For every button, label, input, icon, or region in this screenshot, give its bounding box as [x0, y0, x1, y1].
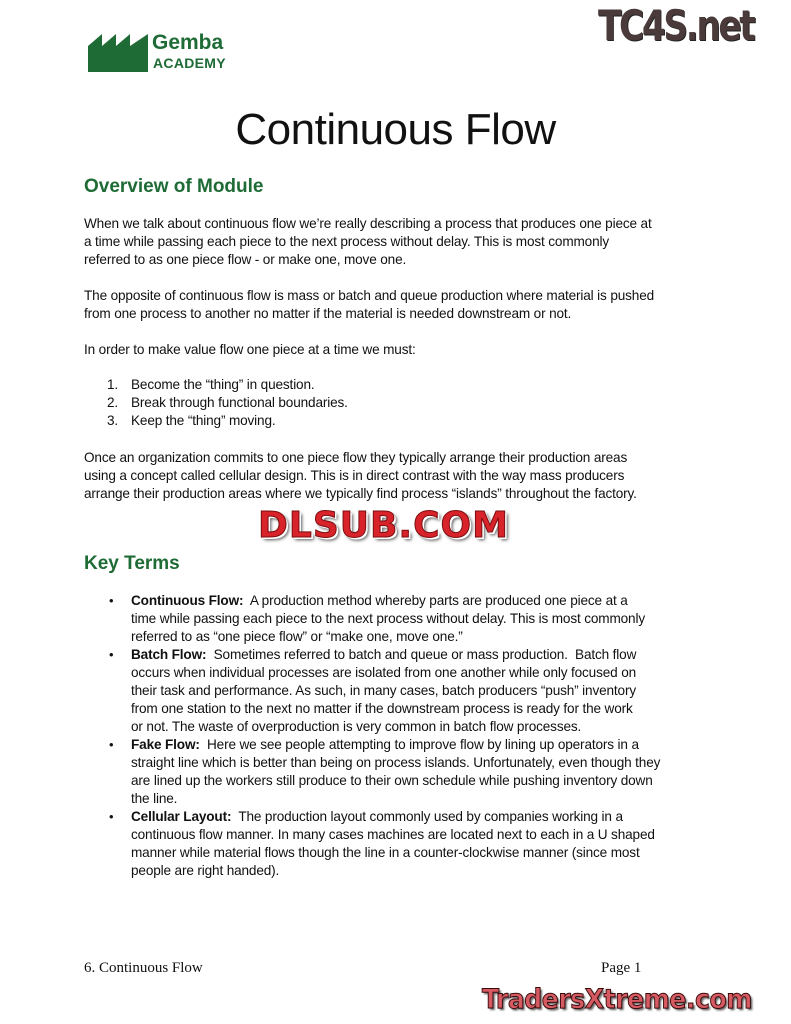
logo-line1: Gemba — [152, 31, 224, 54]
factory-icon — [88, 32, 148, 72]
key-term-line: or not. The waste of overproduction is very common in batch flow processes. — [131, 719, 582, 734]
key-term-line: manner while material flows though the line in a counter-clockwise manner (since most — [131, 845, 640, 860]
paragraph-line: arrange their production areas where we typically find process “islands” throughout the factory. — [84, 486, 637, 501]
key-terms-heading: Key Terms — [84, 553, 180, 574]
watermark-dlsub: DLSUB.COM — [258, 505, 509, 546]
footer-section-title: 6. Continuous Flow — [84, 960, 203, 976]
page-title: Continuous Flow — [235, 105, 556, 154]
key-term-definition: Sometimes referred to batch and queue or mass production. Batch flow — [206, 647, 637, 662]
list-item: Break through functional boundaries. — [131, 395, 348, 410]
key-term-definition: Here we see people attempting to improve flow by lining up operators in a — [199, 737, 639, 752]
key-term-line — [131, 808, 623, 826]
paragraph-line: from one process to another no matter if the material is needed downstream or not. — [84, 306, 572, 321]
gemba-academy-logo — [88, 32, 253, 72]
bullet-icon: • — [109, 647, 114, 662]
key-term-line: time while passing each piece to the next process without delay. This is most commonly — [131, 611, 645, 626]
footer-page-number: Page 1 — [601, 960, 642, 976]
paragraph-line: When we talk about continuous flow we’re really describing a process that produces one piece at — [84, 216, 652, 231]
watermark-tc4s: TC4S.net — [598, 1, 754, 50]
key-term-line: continuous flow manner. In many cases machines are located next to each in a U shaped — [131, 827, 655, 842]
key-term: Cellular Layout: — [131, 809, 232, 824]
bullet-icon: • — [109, 593, 114, 608]
overview-heading: Overview of Module — [84, 176, 264, 197]
key-term-definition: The production layout commonly used by companies working in a — [231, 809, 623, 824]
list-item: Become the “thing” in question. — [131, 377, 315, 392]
key-term-definition: A production method whereby parts are produced one piece at a — [243, 593, 628, 608]
key-term: Batch Flow: — [131, 647, 207, 662]
key-term-line — [131, 592, 628, 610]
key-term: Continuous Flow: — [131, 593, 244, 608]
key-term-line — [131, 646, 636, 664]
list-number: 3. — [107, 413, 119, 428]
key-term-line: the line. — [131, 791, 178, 806]
paragraph-line: using a concept called cellular design. This is in direct contrast with the way mass producers — [84, 468, 625, 483]
list-number: 1. — [107, 377, 119, 392]
paragraph-line: Once an organization commits to one piece flow they typically arrange their production areas — [84, 450, 628, 465]
key-term-line: referred to as “one piece flow” or “make one, move one.” — [131, 629, 463, 644]
key-term-line: are lined up the workers still produce to their own schedule while pushing inventory down — [131, 773, 653, 788]
paragraph-line: In order to make value flow one piece at a time we must: — [84, 342, 416, 357]
key-term-line: their task and performance. As such, in many cases, batch producers “push” inventory — [131, 683, 636, 698]
logo-line2: ACADEMY — [153, 55, 226, 71]
watermark-tradersxtreme: TradersXtreme.com — [482, 984, 752, 1015]
key-term-line: people are right handed). — [131, 863, 280, 878]
bullet-icon: • — [109, 737, 114, 752]
paragraph-line: The opposite of continuous flow is mass or batch and queue production where material is pushed — [84, 288, 655, 303]
key-term-line: straight line which is better than being on process islands. Unfortunately, even though they — [131, 755, 661, 770]
key-term: Fake Flow: — [131, 737, 200, 752]
key-term-line: occurs when individual processes are isolated from one another while only focused on — [131, 665, 637, 680]
list-item: Keep the “thing” moving. — [131, 413, 276, 428]
key-term-line: from one station to the next no matter if the downstream process is ready for the work — [131, 701, 633, 716]
list-number: 2. — [107, 395, 119, 410]
paragraph-line: referred to as one piece flow - or make one, move one. — [84, 252, 407, 267]
key-term-line — [131, 736, 639, 754]
bullet-icon: • — [109, 809, 114, 824]
paragraph-line: a time while passing each piece to the next process without delay. This is most commonly — [84, 234, 610, 249]
